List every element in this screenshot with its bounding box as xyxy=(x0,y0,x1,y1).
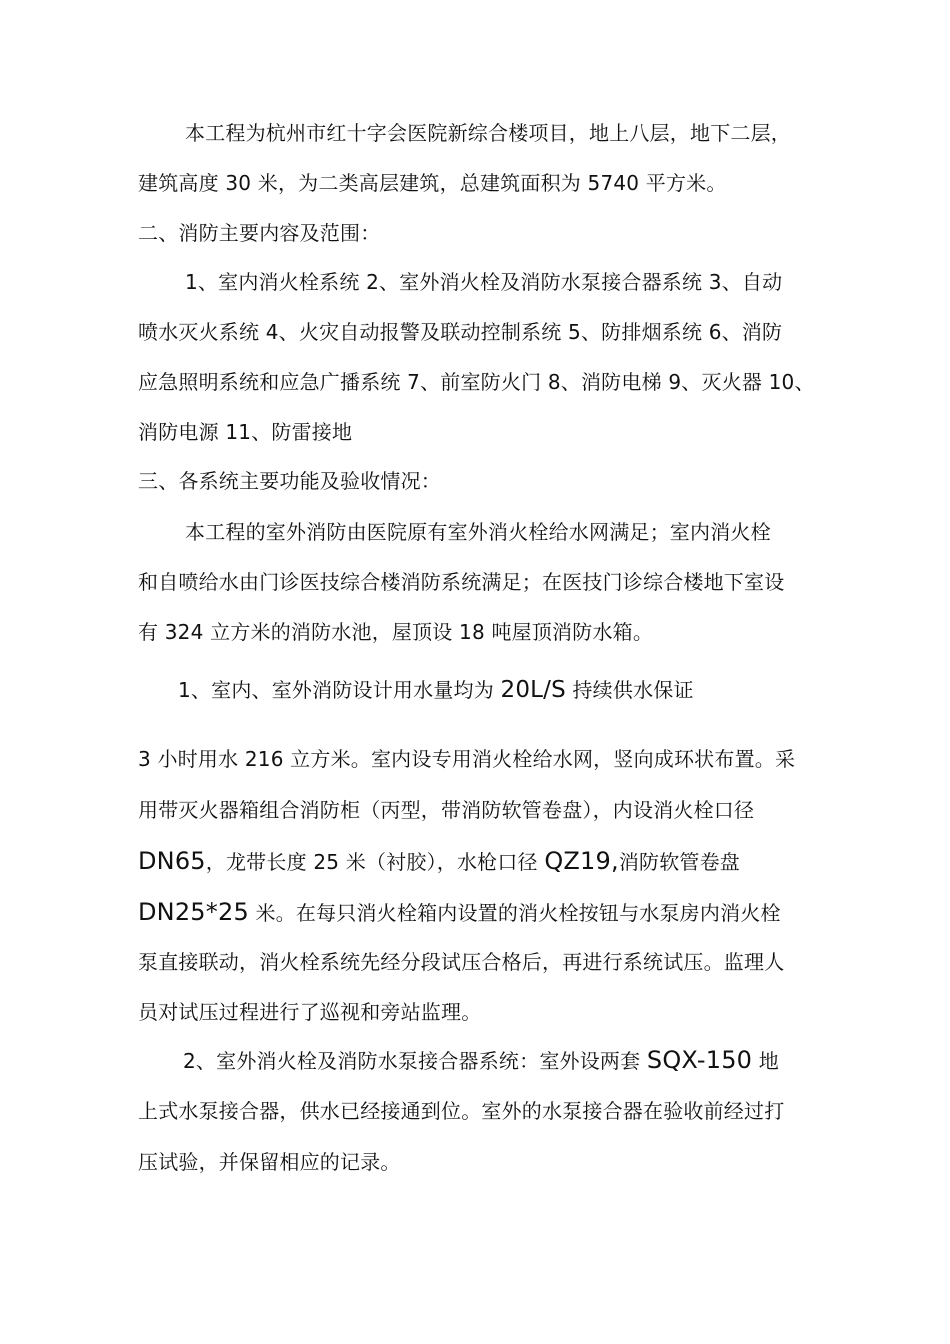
paragraph-4-line-5 xyxy=(138,898,781,926)
paragraph-1-line-1: 本工程为杭州市红十字会医院新综合楼项目，地上八层，地下二层， xyxy=(185,121,791,145)
paragraph-2-line-4: 消防电源 11、防雷接地 xyxy=(138,420,353,444)
paragraph-5-line-1-post: 地 xyxy=(752,1049,779,1073)
paragraph-4-line-7: 员对试压过程进行了巡视和旁站监理。 xyxy=(138,1000,482,1024)
paragraph-2-line-1: 1、室内消火栓系统 2、室外消火栓及消防水泵接合器系统 3、自动 xyxy=(185,270,783,294)
hydrant-diameter-value: DN65 xyxy=(138,847,206,875)
paragraph-1-line-2: 建筑高度 30 米，为二类高层建筑，总建筑面积为 5740 平方米。 xyxy=(138,171,727,195)
paragraph-3-line-2: 和自喷给水由门诊医技综合楼消防系统满足；在医技门诊综合楼地下室设 xyxy=(138,570,785,594)
paragraph-3-line-1: 本工程的室外消防由医院原有室外消火栓给水网满足；室内消火栓 xyxy=(185,520,771,544)
section-heading-3: 三、各系统主要功能及验收情况： xyxy=(138,469,441,493)
paragraph-5-line-1-pre: 2、室外消火栓及消防水泵接合器系统：室外设两套 xyxy=(183,1049,647,1073)
paragraph-4-line-4 xyxy=(138,847,740,875)
paragraph-4-line-3: 用带灭火器箱组合消防柜（丙型，带消防软管卷盘），内设消火栓口径 xyxy=(138,798,755,822)
paragraph-5-line-3: 压试验，并保留相应的记录。 xyxy=(138,1150,401,1174)
paragraph-4-line-2: 3 小时用水 216 立方米。室内设专用消火栓给水网，竖向成环状布置。采 xyxy=(138,747,796,771)
paragraph-4-line-5-post: 米。在每只消火栓箱内设置的消火栓按钮与水泵房内消火栓 xyxy=(248,901,781,925)
paragraph-5-line-1 xyxy=(183,1046,779,1074)
hose-reel-spec-value: DN25*25 xyxy=(138,898,249,926)
paragraph-4-line-6: 泵直接联动，消火栓系统先经分段试压合格后，再进行系统试压。监理人 xyxy=(138,950,785,974)
paragraph-5-line-2: 上式水泵接合器，供水已经接通到位。室外的水泵接合器在验收前经过打 xyxy=(138,1099,785,1123)
paragraph-4-line-1-post: 持续供水保证 xyxy=(565,678,694,702)
paragraph-3-line-3: 有 324 立方米的消防水池，屋顶设 18 吨屋顶消防水箱。 xyxy=(138,620,654,644)
paragraph-2-line-3: 应急照明系统和应急广播系统 7、前室防火门 8、消防电梯 9、灭火器 10、 xyxy=(138,370,815,394)
paragraph-4-line-4-mid: ，龙带长度 25 米（衬胶），水枪口径 xyxy=(205,850,545,874)
paragraph-4-line-1-pre: 1、室内、室外消防设计用水量均为 xyxy=(178,678,501,702)
paragraph-4-line-1 xyxy=(178,676,694,704)
paragraph-2-line-2: 喷水灭火系统 4、火灾自动报警及联动控制系统 5、防排烟系统 6、消防 xyxy=(138,320,783,344)
section-heading-2: 二、消防主要内容及范围： xyxy=(138,221,381,245)
nozzle-size-value: QZ19, xyxy=(544,847,619,875)
flow-rate-value: 20L/S xyxy=(500,677,566,703)
pump-connector-model: SQX-150 xyxy=(646,1046,753,1074)
paragraph-4-line-4-post: 消防软管卷盘 xyxy=(618,850,741,874)
